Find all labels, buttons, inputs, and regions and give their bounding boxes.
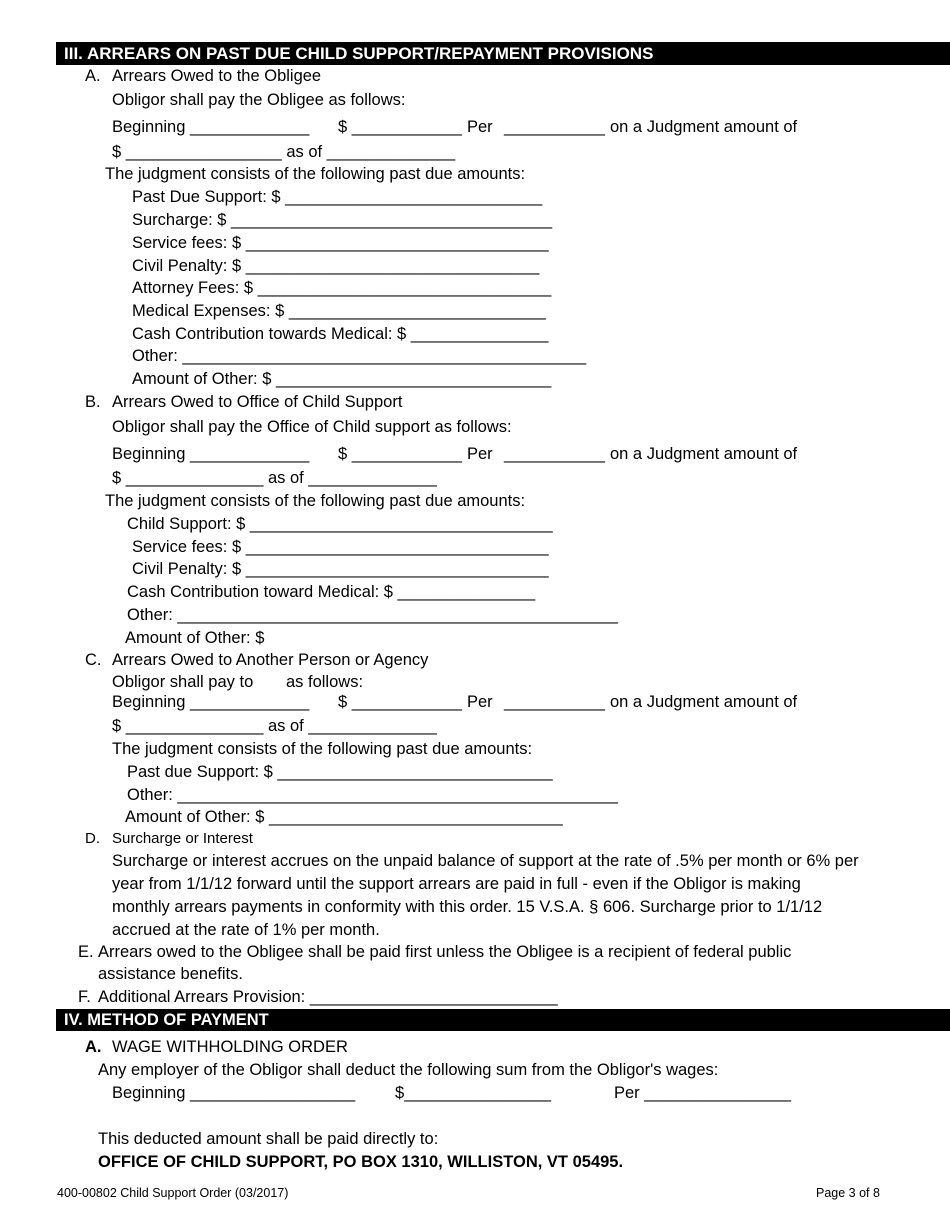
section-b-per-field[interactable]: ___________ [504, 445, 605, 463]
section-e-line-2: assistance benefits. [98, 965, 243, 983]
employer-deduct-line: Any employer of the Obligor shall deduct the following sum from the Obligor's wages: [98, 1061, 719, 1079]
section-d-title: Surcharge or Interest [112, 830, 253, 847]
section-a-item-other[interactable]: Other: ____________________________________________ [132, 347, 587, 365]
section-a-amount-field[interactable]: $ _________________ as of ______________ [112, 143, 456, 161]
section-e-line-1: Arrears owed to the Obligee shall be paid first unless the Obligee is a recipient of federal public [98, 943, 792, 961]
section-b-item-child-support[interactable]: Child Support: $ _________________________________ [127, 515, 553, 533]
section-a-item-cash-medical[interactable]: Cash Contribution towards Medical: $ _______________ [132, 325, 549, 343]
section-a-judgment-label: on a Judgment amount of [610, 118, 798, 136]
section-c-item-past-due[interactable]: Past due Support: $ ______________________________ [127, 763, 553, 781]
section-a-item-civil-penalty[interactable]: Civil Penalty: $ ________________________________ [132, 257, 540, 275]
section-c-as-follows: as follows: [286, 673, 364, 691]
section-c-letter: C. [85, 651, 102, 669]
wage-dollar-field[interactable]: $________________ [395, 1084, 552, 1102]
section-b-item-amount-other[interactable]: Amount of Other: $ [125, 629, 265, 647]
section-a-item-service-fees[interactable]: Service fees: $ _________________________________ [132, 234, 549, 252]
section-b-title: Arrears Owed to Office of Child Support [112, 393, 403, 411]
section-b-pay-line: Obligor shall pay the Office of Child support as follows: [112, 418, 512, 436]
section-b-item-cash-medical[interactable]: Cash Contribution toward Medical: $ _______________ [127, 583, 536, 601]
paid-directly-to: This deducted amount shall be paid directly to: [98, 1130, 439, 1148]
section-b-dollar-field[interactable]: $ ____________ [338, 445, 462, 463]
section-iv-a-letter: A. [85, 1038, 102, 1056]
section-a-title: Arrears Owed to the Obligee [112, 67, 322, 85]
section-c-judgment-label: on a Judgment amount of [610, 693, 798, 711]
ocs-address: OFFICE OF CHILD SUPPORT, PO BOX 1310, WILLISTON, VT 05495. [98, 1153, 624, 1171]
section-c-dollar-field[interactable]: $ ____________ [338, 693, 462, 711]
section-b-item-other[interactable]: Other: ________________________________________________ [127, 606, 618, 624]
section-b-beginning-field[interactable]: Beginning _____________ [112, 445, 310, 463]
section-b-item-civil-penalty[interactable]: Civil Penalty: $ _________________________________ [132, 560, 549, 578]
section-b-per-label: Per [467, 445, 493, 463]
section-a-pay-line: Obligor shall pay the Obligee as follows: [112, 91, 406, 109]
section-d-line-4: accrued at the rate of 1% per month. [112, 921, 380, 939]
section-c-per-field[interactable]: ___________ [504, 693, 605, 711]
wage-beginning-field[interactable]: Beginning __________________ [112, 1084, 356, 1102]
section-c-pay-to: Obligor shall pay to [112, 673, 254, 691]
section-a-letter: A. [85, 67, 101, 85]
section-f-letter: F. [78, 988, 91, 1006]
section-a-beginning-field[interactable]: Beginning _____________ [112, 118, 310, 136]
section-iii-header: III. ARREARS ON PAST DUE CHILD SUPPORT/REPAYMENT PROVISIONS [56, 42, 950, 65]
footer-form-id: 400-00802 Child Support Order (03/2017) [57, 1186, 289, 1200]
section-b-item-service-fees[interactable]: Service fees: $ _________________________________ [132, 538, 549, 556]
section-c-item-other[interactable]: Other: ________________________________________________ [127, 786, 618, 804]
section-e-letter: E. [78, 943, 94, 961]
section-iv-header: IV. METHOD OF PAYMENT [56, 1009, 950, 1031]
section-a-item-medical[interactable]: Medical Expenses: $ ____________________________ [132, 302, 546, 320]
section-d-line-2: year from 1/1/12 forward until the support arrears are paid in full - even if the Obligor is making [112, 875, 801, 893]
section-c-beginning-field[interactable]: Beginning _____________ [112, 693, 310, 711]
section-a-item-attorney-fees[interactable]: Attorney Fees: $ ________________________________ [132, 279, 552, 297]
section-c-item-amount-other[interactable]: Amount of Other: $ ________________________________ [125, 808, 563, 826]
section-a-per-field[interactable]: ___________ [504, 118, 605, 136]
section-c-title: Arrears Owed to Another Person or Agency [112, 651, 429, 669]
section-a-item-surcharge[interactable]: Surcharge: $ ___________________________________ [132, 211, 553, 229]
section-a-item-amount-other[interactable]: Amount of Other: $ ______________________________ [132, 370, 552, 388]
section-d-line-1: Surcharge or interest accrues on the unpaid balance of support at the rate of .5% per month or 6% per [112, 852, 859, 870]
section-a-per-label: Per [467, 118, 493, 136]
section-a-dollar-field[interactable]: $ ____________ [338, 118, 462, 136]
section-c-per-label: Per [467, 693, 493, 711]
section-d-letter: D. [85, 830, 100, 847]
section-a-item-past-due[interactable]: Past Due Support: $ ____________________________ [132, 188, 543, 206]
section-a-consists: The judgment consists of the following past due amounts: [105, 165, 526, 183]
section-c-consists: The judgment consists of the following past due amounts: [112, 740, 533, 758]
footer-page-number: Page 3 of 8 [816, 1186, 880, 1200]
section-f-additional-provision-field[interactable]: Additional Arrears Provision: ___________________________ [98, 988, 558, 1006]
section-b-consists: The judgment consists of the following past due amounts: [105, 492, 526, 510]
section-d-line-3: monthly arrears payments in conformity with this order. 15 V.S.A. § 606. Surcharge prior to 1/1/12 [112, 898, 823, 916]
section-b-judgment-label: on a Judgment amount of [610, 445, 798, 463]
wage-withholding-title: WAGE WITHHOLDING ORDER [112, 1038, 348, 1056]
section-b-letter: B. [85, 393, 101, 411]
section-c-amount-field[interactable]: $ _______________ as of ______________ [112, 717, 437, 735]
section-b-amount-field[interactable]: $ _______________ as of ______________ [112, 469, 437, 487]
wage-per-field[interactable]: Per ________________ [614, 1084, 792, 1102]
